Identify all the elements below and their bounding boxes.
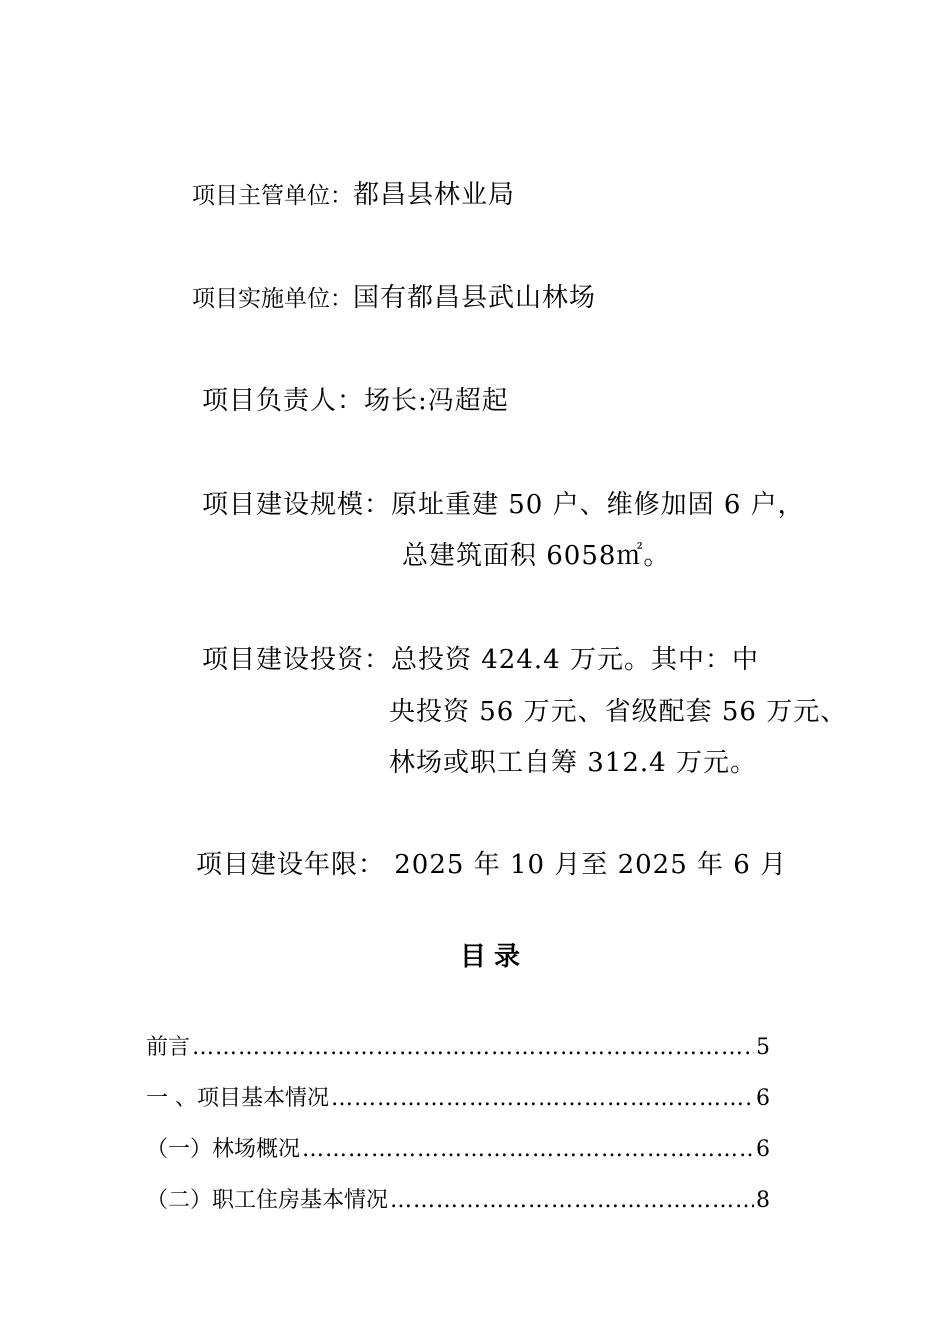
toc-item-forest-farm-overview[interactable] (146, 1139, 770, 1161)
toc-item-page: 6 (756, 1137, 770, 1162)
implementer-label: 项目实施单位： (192, 286, 353, 312)
toc-item-preface[interactable] (146, 1037, 770, 1059)
toc-leader-dots (192, 1037, 754, 1059)
toc-item-basic-info[interactable] (146, 1088, 770, 1110)
investment-line-2: 央投资 56 万元、省级配套 56 万元、 (389, 697, 848, 727)
project-leader: 项目负责人：场长:冯超起 (202, 386, 509, 416)
toc-item-label: 一 、项目基本情况 (146, 1086, 329, 1111)
supervisor-line (192, 182, 515, 208)
toc-item-label: （一）林场概况 (146, 1137, 301, 1162)
investment-line-1: 项目建设投资：总投资 424.4 万元。其中：中 (202, 645, 759, 675)
toc-item-label: （二）职工住房基本情况 (146, 1188, 389, 1213)
toc-leader-dots (390, 1190, 754, 1212)
toc-item-label: 前言 (146, 1035, 191, 1060)
toc-item-page: 8 (756, 1188, 770, 1213)
construction-period: 项目建设年限： 2025 年 10 月至 2025 年 6 月 (196, 850, 788, 880)
investment-line-3: 林场或职工自筹 312.4 万元。 (389, 748, 757, 778)
supervisor-label: 项目主管单位： (192, 183, 353, 209)
toc-item-staff-housing[interactable] (146, 1190, 770, 1212)
scale-line-2: 总建筑面积 6058㎡。 (402, 541, 671, 571)
toc-leader-dots (331, 1088, 754, 1110)
supervisor-value: 都昌县林业局 (353, 180, 516, 210)
toc-item-page: 6 (756, 1086, 770, 1111)
scale-line-1: 项目建设规模：原址重建 50 户、维修加固 6 户， (202, 490, 805, 520)
implementer-line (192, 285, 596, 311)
implementer-value: 国有都昌县武山林场 (353, 283, 597, 313)
toc-title: 目录 (460, 942, 529, 972)
toc-leader-dots (302, 1139, 754, 1161)
toc-item-page: 5 (756, 1035, 770, 1060)
